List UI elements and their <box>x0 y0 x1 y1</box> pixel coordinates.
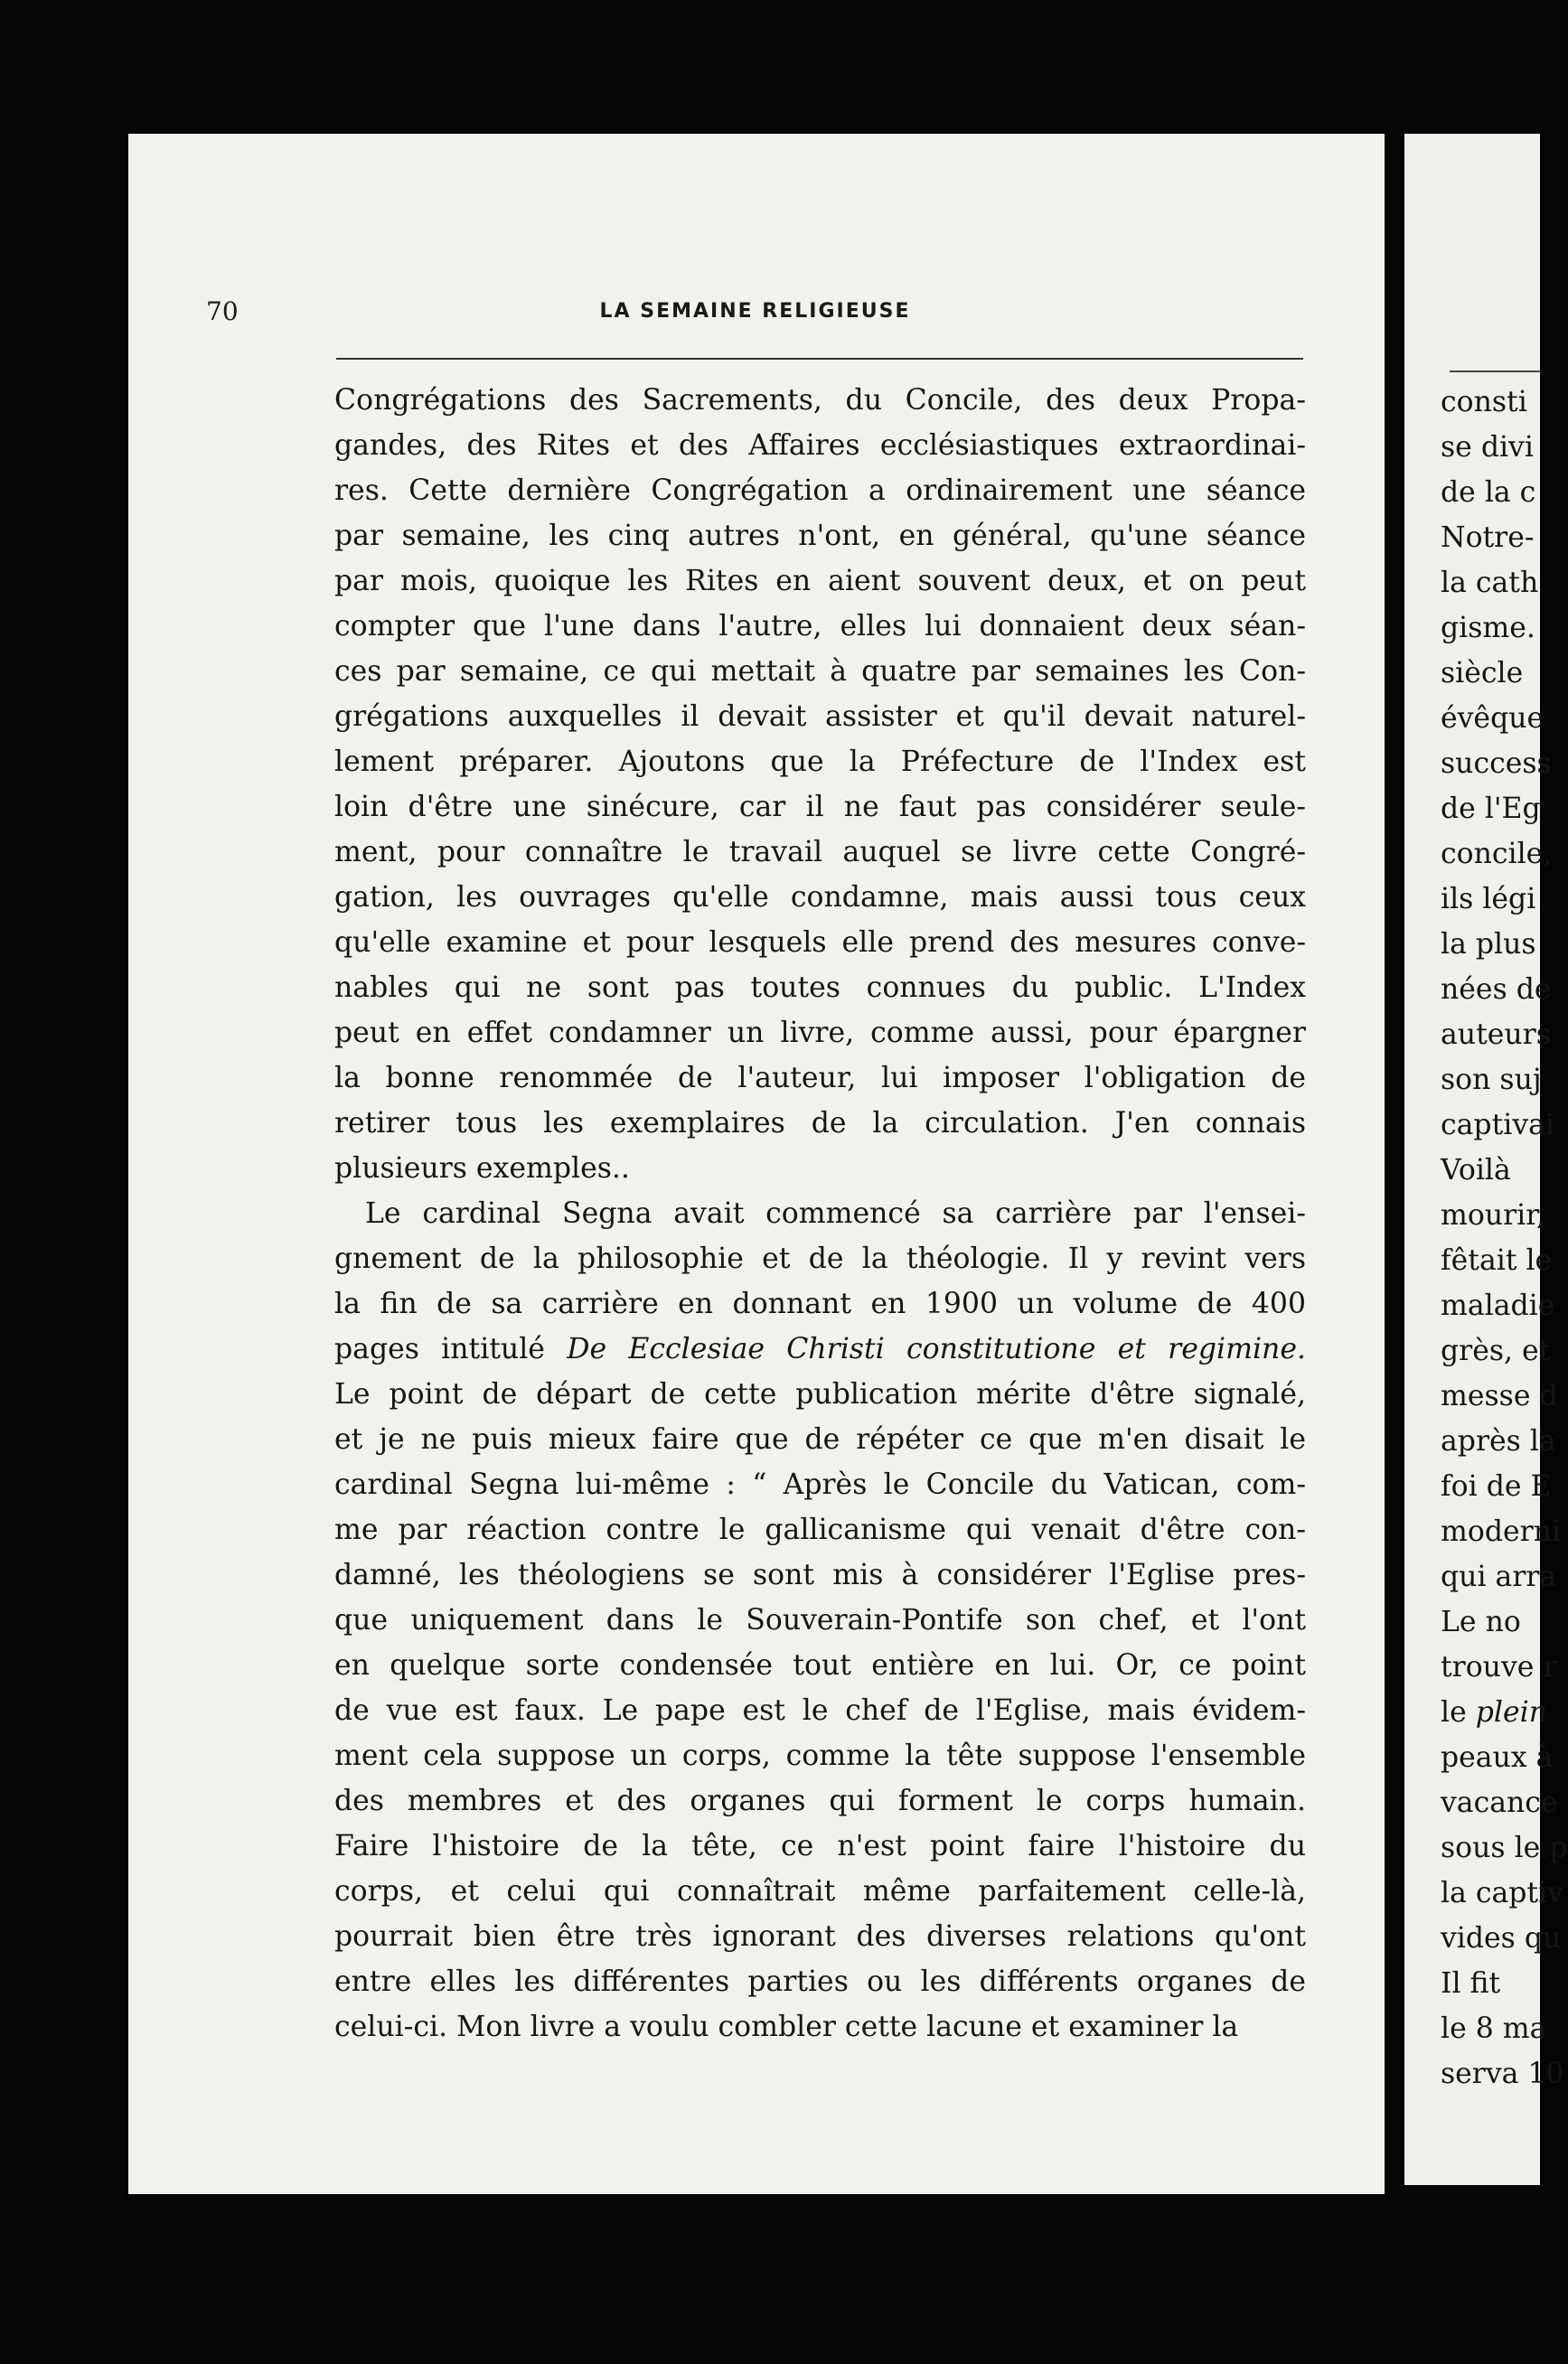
adjacent-text-line: mourir, <box>1441 1199 1545 1232</box>
running-head: LA SEMAINE RELIGIEUSE <box>599 300 911 323</box>
text-line: entre elles les différentes parties ou les différents organes de <box>334 1965 1306 1998</box>
adjacent-text-line: fêtait le <box>1441 1244 1553 1277</box>
body-text <box>334 378 1306 2050</box>
text-line: gation, les ouvrages qu'elle condamne, mais aussi tous ceux <box>334 881 1306 914</box>
book-title: De Ecclesiae Christi constitutione et regimine. <box>567 1333 1306 1365</box>
adjacent-text-line: foi de E <box>1441 1470 1552 1503</box>
adjacent-text-line: messe d <box>1441 1380 1558 1412</box>
text-line: grégations auxquelles il devait assister et qu'il devait naturel- <box>334 700 1306 733</box>
adjacent-text-line: ils légi <box>1441 883 1536 915</box>
text-line: res. Cette dernière Congrégation a ordinairement une séance <box>334 474 1306 507</box>
adjacent-text-line: Notre- <box>1441 521 1535 554</box>
text-line: et je ne puis mieux faire que de répéter ce que m'en disait le <box>334 1423 1306 1456</box>
text-line: des membres et des organes qui forment le corps humain. <box>334 1785 1306 1817</box>
adjacent-text-line: Voilà <box>1441 1154 1511 1187</box>
adjacent-text-line: la captiv <box>1441 1877 1563 1909</box>
text-line: gandes, des Rites et des Affaires ecclésiastiques extraordinai- <box>334 429 1306 462</box>
adjacent-text-line: se divi <box>1441 431 1534 464</box>
adjacent-text-line: le 8 ma <box>1441 2012 1547 2045</box>
adjacent-text-line: captivai <box>1441 1109 1554 1141</box>
adjacent-text-line: la plus <box>1441 928 1536 961</box>
adjacent-text-line: Il fit <box>1441 1967 1501 2000</box>
text-line: gnement de la philosophie et de la théologie. Il y revint vers <box>334 1243 1306 1275</box>
text-line: loin d'être une sinécure, car il ne faut pas considérer seule- <box>334 791 1306 823</box>
header-rule <box>336 358 1303 360</box>
text-line: ment cela suppose un corps, comme la tête suppose l'ensemble <box>334 1740 1306 1772</box>
adjacent-header-rule <box>1450 371 1540 372</box>
text-line: pages intitulé De Ecclesiae Christi constitutione et regimine. <box>334 1333 1306 1365</box>
text-line: peut en effet condamner un livre, comme aussi, pour épargner <box>334 1017 1306 1049</box>
adjacent-text-line: auteurs <box>1441 1018 1551 1051</box>
adjacent-text-line: vides qu <box>1441 1922 1562 1955</box>
text-line: lement préparer. Ajoutons que la Préfecture de l'Index est <box>334 746 1306 778</box>
adjacent-text-line: consti <box>1441 386 1527 418</box>
text-line: compter que l'une dans l'autre, elles lui donnaient deux séan- <box>334 610 1306 643</box>
text-line: qu'elle examine et pour lesquels elle prend des mesures conve- <box>334 926 1306 959</box>
text-line: damné, les théologiens se sont mis à considérer l'Eglise pres- <box>334 1559 1306 1591</box>
text-line: corps, et celui qui connaîtrait même parfaitement celle-là, <box>334 1875 1306 1908</box>
adjacent-text-line: vacance <box>1441 1787 1558 1819</box>
adjacent-text-line: Le no <box>1441 1606 1521 1638</box>
adjacent-text-line: concile, <box>1441 838 1553 870</box>
text-line: ment, pour connaître le travail auquel se livre cette Congré- <box>334 836 1306 868</box>
adjacent-text-line: sous le p <box>1441 1832 1568 1864</box>
adjacent-text-line: de l'Eg <box>1441 793 1541 825</box>
adjacent-text-line: siècle <box>1441 657 1524 690</box>
text-line: en quelque sorte condensée tout entière en lui. Or, ce point <box>334 1649 1306 1682</box>
text-line: Le cardinal Segna avait commencé sa carrière par l'ensei- <box>365 1197 1306 1230</box>
text-line: Le point de départ de cette publication mérite d'être signalé, <box>334 1378 1306 1411</box>
text-line: ces par semaine, ce qui mettait à quatre par semaines les Con- <box>334 655 1306 688</box>
adjacent-text-line: évêque <box>1441 702 1545 735</box>
text-line: Congrégations des Sacrements, du Concile, des deux Propa- <box>334 384 1306 417</box>
text-line: cardinal Segna lui-même : “ Après le Concile du Vatican, com- <box>334 1468 1306 1501</box>
adjacent-text-line: le plein <box>1441 1696 1547 1729</box>
text-line: par mois, quoique les Rites en aient souvent deux, et on peut <box>334 565 1306 597</box>
adjacent-text-line: peaux à <box>1441 1741 1554 1774</box>
text-line: que uniquement dans le Souverain-Pontife son chef, et l'ont <box>334 1604 1306 1637</box>
text-line: celui-ci. Mon livre a voulu combler cette lacune et examiner la <box>334 2011 1239 2043</box>
page-header <box>206 296 1304 342</box>
page-number: 70 <box>206 296 239 326</box>
adjacent-text-line: gisme. <box>1441 612 1535 644</box>
text-line: plusieurs exemples.. <box>334 1152 630 1185</box>
adjacent-page-text <box>1441 380 1568 2097</box>
text-line: nables qui ne sont pas toutes connues du public. L'Index <box>334 971 1306 1004</box>
adjacent-text-line: qui arra <box>1441 1561 1557 1593</box>
adjacent-text-line: success <box>1441 747 1552 780</box>
adjacent-text-line: serva 10 <box>1441 2058 1564 2090</box>
text-line: par semaine, les cinq autres n'ont, en général, qu'une séance <box>334 520 1306 552</box>
adjacent-text-line: après la <box>1441 1425 1556 1458</box>
adjacent-text-line: moderni <box>1441 1515 1562 1548</box>
italic-word: plein <box>1475 1696 1547 1729</box>
text-line: la fin de sa carrière en donnant en 1900 un volume de 400 <box>334 1288 1306 1320</box>
adjacent-text-line: son suj <box>1441 1064 1542 1096</box>
text-line: de vue est faux. Le pape est le chef de l'Eglise, mais évidem- <box>334 1694 1306 1727</box>
text-line: pourrait bien être très ignorant des diverses relations qu'ont <box>334 1920 1306 1953</box>
adjacent-text-line: la cath <box>1441 567 1539 599</box>
text-line: me par réaction contre le gallicanisme qui venait d'être con- <box>334 1514 1306 1546</box>
adjacent-text-line: de la c <box>1441 476 1536 509</box>
text-line: Faire l'histoire de la tête, ce n'est point faire l'histoire du <box>334 1830 1306 1862</box>
adjacent-text-line: nées de <box>1441 973 1552 1006</box>
adjacent-text-line: trouve r <box>1441 1651 1557 1684</box>
adjacent-text-line: maladie <box>1441 1290 1555 1322</box>
adjacent-text-line: grès, et <box>1441 1335 1551 1367</box>
text-line: la bonne renommée de l'auteur, lui imposer l'obligation de <box>334 1062 1306 1094</box>
adjacent-page <box>1404 134 1568 2185</box>
text-line: retirer tous les exemplaires de la circulation. J'en connais <box>334 1107 1306 1140</box>
